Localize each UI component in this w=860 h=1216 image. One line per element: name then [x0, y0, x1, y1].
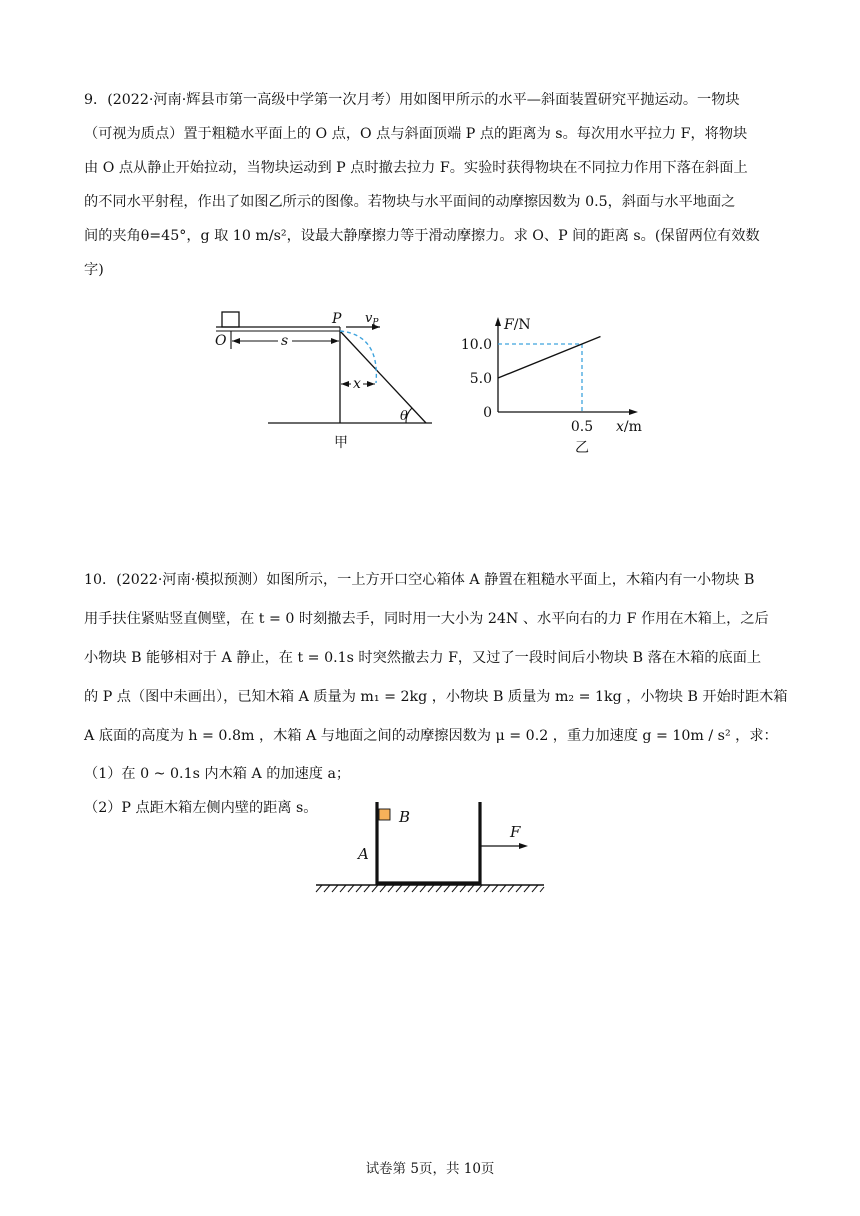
q10-line-4: 的 P 点（图中未画出），已知木箱 A 质量为 m₁ = 2kg ，小物块 B 质量为 m₂ = 1kg ，小物块 B 开始时距木箱: [84, 689, 788, 705]
y-tick-label: 5.0: [469, 371, 492, 387]
block-at-O: [222, 312, 239, 327]
label-theta: θ: [400, 409, 408, 424]
q10-line-2: 用手扶住紧贴竖直侧壁，在 t = 0 时刻撤去手，同时用一大小为 24N 、水平向右的力 F 作用在木箱上，之后: [84, 611, 769, 627]
q10-line-3: 小物块 B 能够相对于 A 静止，在 t = 0.1s 时突然撤去力 F，又过了一段时间后小物块 B 落在木箱的底面上: [84, 650, 762, 666]
ground-hatching: [316, 885, 544, 892]
x-axis-label: x/m: [616, 419, 642, 435]
q10-sub-2: （2）P 点距木箱左侧内壁的距离 s。: [84, 800, 318, 816]
y-axis-arrow: [495, 317, 501, 326]
box-A: [377, 802, 480, 883]
y-tick-label: 10.0: [460, 337, 492, 353]
series-line: [498, 337, 600, 378]
q9-line-1: 9．(2022·河南·辉县市第一高级中学第一次月考）用如图甲所示的水平—斜面装置研究平抛运动。一物块: [84, 92, 740, 108]
label-P: P: [332, 311, 342, 327]
q9-line-5: 间的夹角θ=45°，g 取 10 m/s²，设最大静摩擦力等于滑动摩擦力。求 O、P 间的距离 s。(保留两位有效数: [84, 228, 760, 244]
label-s: s: [281, 333, 289, 349]
label-F: F: [510, 823, 521, 841]
q10-sub-1: （1）在 0 ~ 0.1s 内木箱 A 的加速度 a；: [84, 766, 351, 782]
label-A: A: [358, 845, 369, 863]
label-x: x: [353, 376, 361, 392]
figure-box: [308, 796, 548, 900]
label-vP: $v_P$: [365, 311, 379, 328]
figure-yi-chart: [450, 292, 650, 458]
block-B: [379, 809, 390, 820]
caption-yi: 乙: [575, 440, 589, 456]
page-footer: 试卷第 5页，共 10页: [365, 1161, 495, 1177]
q9-line-6: 字): [84, 262, 104, 278]
label-O: O: [215, 333, 227, 349]
y-axis-label: F/N: [504, 316, 531, 333]
caption-jia: 甲: [334, 435, 348, 451]
x-tick-label: 0.5: [570, 419, 594, 435]
q9-line-3: 由 O 点从静止开始拉动，当物块运动到 P 点时撤去拉力 F。实验时获得物块在不同拉力作用下落在斜面上: [84, 160, 748, 176]
y-tick-label: 0: [483, 405, 492, 421]
q10-line-1: 10．(2022·河南·模拟预测）如图所示，一上方开口空心箱体 A 静置在粗糙水平面上，木箱内有一小物块 B: [84, 572, 755, 588]
x-axis-arrow: [629, 409, 638, 415]
q10-line-5: A 底面的高度为 h = 0.8m ，木箱 A 与地面之间的动摩擦因数为 μ = 0.2 ，重力加速度 g = 10m / s² ，求：: [84, 728, 778, 744]
label-B: B: [399, 808, 411, 826]
figure-jia: [200, 298, 440, 458]
q9-line-2: （可视为质点）置于粗糙水平面上的 O 点，O 点与斜面顶端 P 点的距离为 s。每次用水平拉力 F，将物块: [84, 126, 748, 142]
q9-line-4: 的不同水平射程，作出了如图乙所示的图像。若物块与水平面间的动摩擦因数为 0.5，斜面与水平地面之: [84, 194, 736, 210]
